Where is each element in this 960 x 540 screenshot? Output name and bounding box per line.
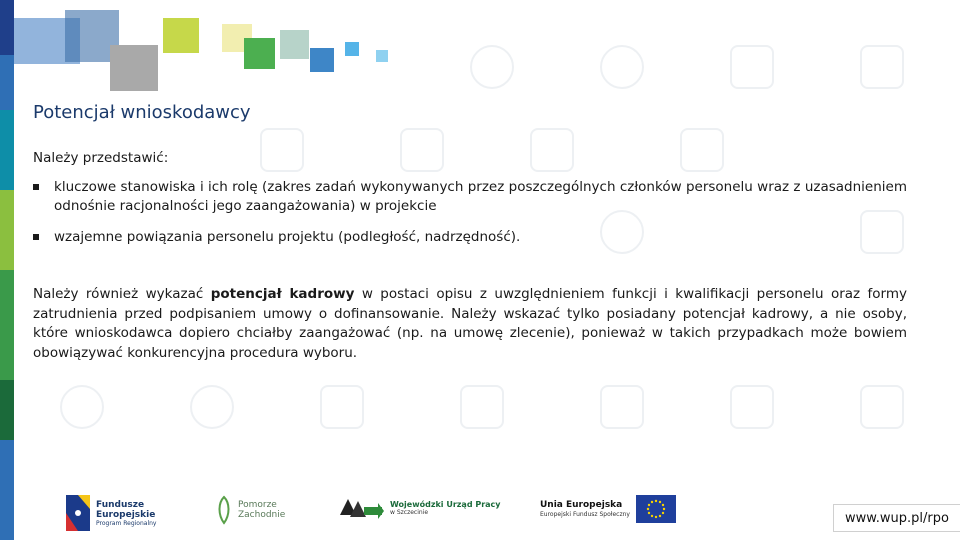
windmill-icon (60, 385, 104, 429)
chat-icon (460, 385, 504, 429)
deco-square (345, 42, 359, 56)
eu-flag-icon (636, 495, 676, 523)
website-link[interactable]: www.wup.pl/rpo (833, 504, 960, 532)
wup-emblem-icon (338, 495, 384, 521)
fe-flag-icon (66, 495, 90, 531)
fe-line2: Europejskie (96, 509, 156, 520)
pomorze-line1: Pomorze (238, 500, 277, 510)
fundusze-europejskie-logo (66, 495, 156, 531)
book-icon (860, 385, 904, 429)
paragraph-text-start: Należy również wykazać (33, 286, 211, 302)
book-icon (400, 128, 444, 172)
bullet-text: kluczowe stanowiska i ich rolę (zakres zadań wykonywanych przez poszczególnych członków personelu wraz z uzasadnieniem odnośnie racjonalności jego zaangażowania) w projekcie (54, 179, 907, 214)
stripe-2 (0, 55, 14, 110)
briefcase-icon (680, 128, 724, 172)
paragraph-bold: potencjał kadrowy (210, 286, 355, 302)
fe-line3: Program Regionalny (96, 519, 157, 527)
presentation-icon (260, 128, 304, 172)
square-bullet-icon (33, 184, 39, 190)
leaf-icon (190, 385, 234, 429)
chat-icon (860, 45, 904, 89)
unia-europejska-logo (540, 495, 676, 523)
deco-square (244, 38, 275, 69)
square-bullet-icon (33, 234, 39, 240)
list-item (33, 228, 907, 247)
tram-icon (730, 45, 774, 89)
bullet-list (33, 178, 907, 259)
ue-line1: Unia Europejska (540, 500, 623, 510)
wup-logo (338, 495, 501, 521)
pomorze-leaf-icon (216, 495, 232, 525)
stripe-4 (0, 190, 14, 270)
ue-line2: Europejski Fundusz Społeczny (540, 511, 630, 518)
deco-square (376, 50, 388, 62)
deco-square (310, 48, 334, 72)
bicycle-icon (470, 45, 514, 89)
deco-square (280, 30, 309, 59)
stripe-3 (0, 110, 14, 190)
bullet-text: wzajemne powiązania personelu projektu (podległość, nadrzędność). (54, 229, 521, 245)
deco-square (163, 18, 199, 53)
stripe-7 (0, 440, 14, 540)
stripe-5 (0, 270, 14, 380)
stripe-1 (0, 0, 14, 55)
deco-square (110, 45, 158, 91)
slide-title: Potencjał wnioskodawcy (33, 102, 251, 123)
paragraph-text-end: w postaci opisu z uwzględnieniem funkcji i kwalifikacji personelu oraz formy zatrudnienia przed podpisaniem umowy o dofinansowanie. Należy wskazać tylko posiadany potencjał kadrowy, a nie osoby, które wnioskodawca dopiero chciałby zaangażować (np. na umowę zlecenie), ponieważ w takich przypadkach może bowiem obowiązywać konkurencyjna procedura wyboru. (33, 286, 907, 361)
leaf-icon (600, 45, 644, 89)
pomorze-line2: Zachodnie (238, 510, 286, 520)
intro-text: Należy przedstawić: (33, 150, 169, 166)
pomorze-zachodnie-logo (216, 495, 285, 525)
presentation-icon (730, 385, 774, 429)
tram-icon (320, 385, 364, 429)
fe-line1: Fundusze (96, 499, 145, 510)
list-item (33, 178, 907, 216)
stripe-6 (0, 380, 14, 440)
wup-line1: Wojewódzki Urząd Pracy (390, 500, 501, 509)
briefcase-icon (600, 385, 644, 429)
wup-line2: w Szczecinie (390, 509, 429, 516)
people-icon (530, 128, 574, 172)
body-paragraph (33, 285, 907, 363)
